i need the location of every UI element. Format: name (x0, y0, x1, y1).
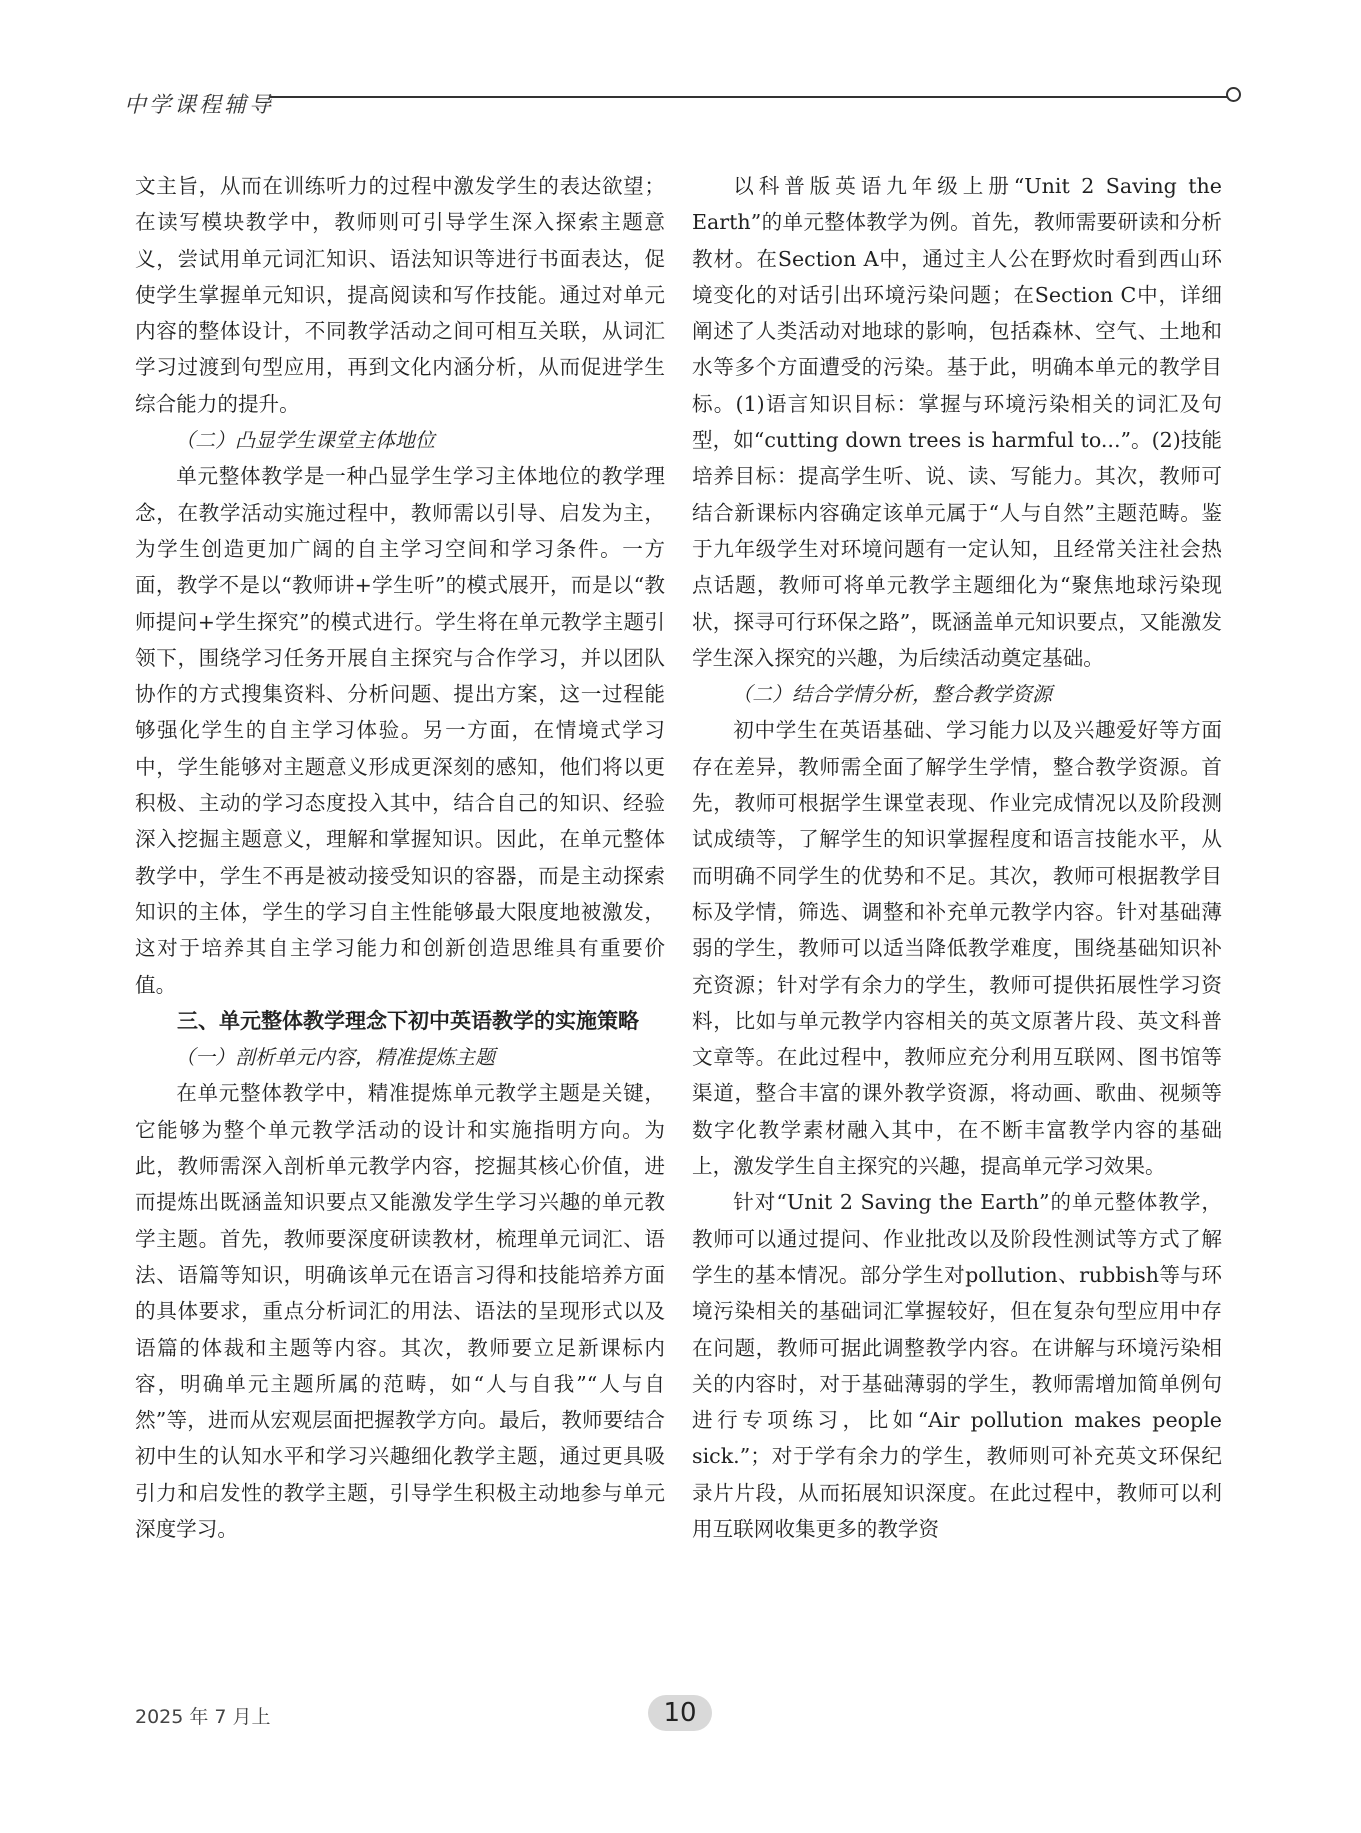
paragraph: 单元整体教学是一种凸显学生学习主体地位的教学理念，在教学活动实施过程中，教师需以引导、启发为主，为学生创造更加广阔的自主学习空间和学习条件。一方面，教学不是以“教师讲+学生听”的模式展开，而是以“教师提问+学生探究”的模式进行。学生将在单元教学主题引领下，围绕学习任务开展自主探究与合作学习，并以团队协作的方式搜集资料、分析问题、提出方案，这一过程能够强化学生的自主学习体验。另一方面，在情境式学习中，学生能够对主题意义形成更深刻的感知，他们将以更积极、主动的学习态度投入其中，结合自己的知识、经验深入挖掘主题意义，理解和掌握知识。因此，在单元整体教学中，学生不再是被动接受知识的容器，而是主动探索知识的主体，学生的学习自主性能够最大限度地被激发，这对于培养其自主学习能力和创新创造思维具有重要价值。 (135, 464, 665, 997)
header-rule (269, 96, 1227, 98)
section-heading: 三、单元整体教学理念下初中英语教学的实施策略 (177, 1008, 639, 1033)
journal-title: 中学课程辅导 (124, 93, 275, 118)
page-number: 10 (648, 1695, 712, 1731)
subsection-heading: （一）剖析单元内容，精准提炼主题 (175, 1045, 495, 1070)
subsection-heading: （二）结合学情分析，整合教学资源 (732, 682, 1052, 707)
paragraph: 以科普版英语九年级上册“Unit 2 Saving the Earth”的单元整体教学为例。首先，教师需要研读和分析教材。在Section A中，通过主人公在野炊时看到西山环境变化的对话引出环境污染问题；在Section C中，详细阐述了人类活动对地球的影响，包括森林、空气、土地和水等多个方面遭受的污染。基于此，明确本单元的教学目标。(1)语言知识目标：掌握与环境污染相关的词汇及句型，如“cutting down trees is harmful to...”。(2)技能培养目标：提高学生听、说、读、写能力。其次，教师可结合新课标内容确定该单元属于“人与自然”主题范畴。鉴于九年级学生对环境问题有一定认知，且经常关注社会热点话题，教师可将单元教学主题细化为“聚焦地球污染现状，探寻可行环保之路”，既涵盖单元知识要点，又能激发学生深入探究的兴趣，为后续活动奠定基础。 (692, 174, 1222, 670)
right-column (692, 168, 1222, 1547)
running-header (124, 82, 1236, 122)
paragraph: 在单元整体教学中，精准提炼单元教学主题是关键，它能够为整个单元教学活动的设计和实施指明方向。为此，教师需深入剖析单元教学内容，挖掘其核心价值，进而提炼出既涵盖知识要点又能激发学生学习兴趣的单元教学主题。首先，教师要深度研读教材，梳理单元词汇、语法、语篇等知识，明确该单元在语言习得和技能培养方面的具体要求，重点分析词汇的用法、语法的呈现形式以及语篇的体裁和主题等内容。其次，教师要立足新课标内容，明确单元主题所属的范畴，如“人与自我”“人与自然”等，进而从宏观层面把握教学方向。最后，教师要结合初中生的认知水平和学习兴趣细化教学主题，通过更具吸引力和启发性的教学主题，引导学生积极主动地参与单元深度学习。 (135, 1081, 665, 1541)
header-circle-ornament (1226, 87, 1241, 102)
issue-date: 2025 年 7 月上 (135, 1706, 271, 1728)
subsection-heading: （二）凸显学生课堂主体地位 (175, 428, 435, 453)
paragraph: 文主旨，从而在训练听力的过程中激发学生的表达欲望；在读写模块教学中，教师则可引导学生深入探索主题意义，尝试用单元词汇知识、语法知识等进行书面表达，促使学生掌握单元知识，提高阅读和写作技能。通过对单元内容的整体设计，不同教学活动之间可相互关联，从词汇学习过渡到句型应用，再到文化内涵分析，从而促进学生综合能力的提升。 (135, 174, 665, 416)
paragraph: 针对“Unit 2 Saving the Earth”的单元整体教学，教师可以通过提问、作业批改以及阶段性测试等方式了解学生的基本情况。部分学生对pollution、rubbish等与环境污染相关的基础词汇掌握较好，但在复杂句型应用中存在问题，教师可据此调整教学内容。在讲解与环境污染相关的内容时，对于基础薄弱的学生，教师需增加简单例句进行专项练习，比如“Air pollution makes people sick.”；对于学有余力的学生，教师则可补充英文环保纪录片片段，从而拓展知识深度。在此过程中，教师可以利用互联网收集更多的教学资 (692, 1190, 1222, 1541)
left-column (135, 168, 665, 1547)
paragraph: 初中学生在英语基础、学习能力以及兴趣爱好等方面存在差异，教师需全面了解学生学情，整合教学资源。首先，教师可根据学生课堂表现、作业完成情况以及阶段测试成绩等，了解学生的知识掌握程度和语言技能水平，从而明确不同学生的优势和不足。其次，教师可根据教学目标及学情，筛选、调整和补充单元教学内容。针对基础薄弱的学生，教师可以适当降低教学难度，围绕基础知识补充资源；针对学有余力的学生，教师可提供拓展性学习资料，比如与单元教学内容相关的英文原著片段、英文科普文章等。在此过程中，教师应充分利用互联网、图书馆等渠道，整合丰富的课外教学资源，将动画、歌曲、视频等数字化教学素材融入其中，在不断丰富教学内容的基础上，激发学生自主探究的兴趣，提高单元学习效果。 (692, 718, 1222, 1179)
